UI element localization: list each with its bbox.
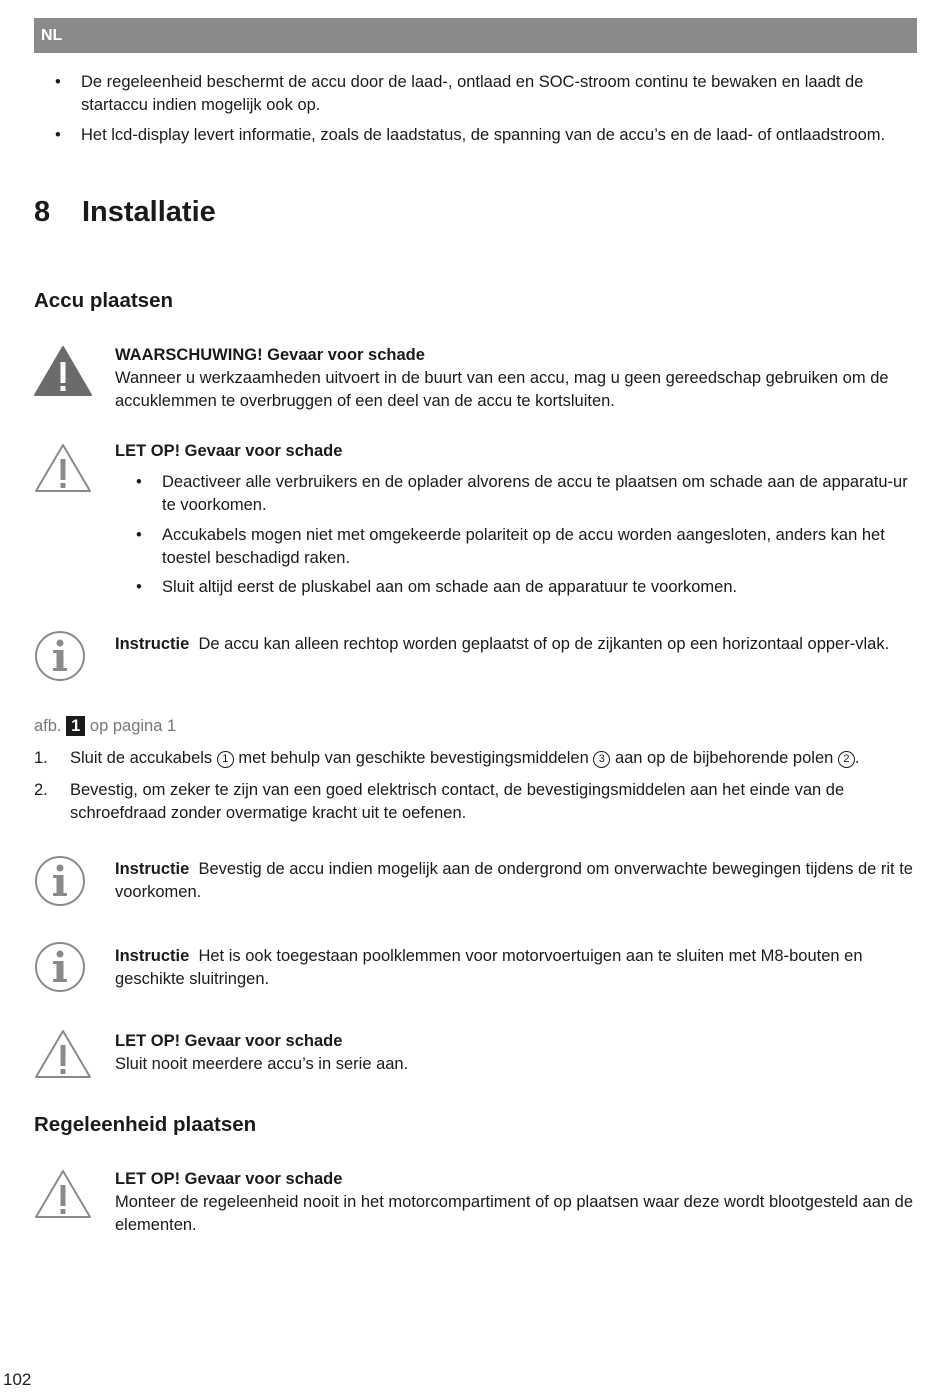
language-code: NL [41,27,63,44]
instruction-notice [115,858,915,904]
caution-text: Sluit nooit meerdere accu’s in serie aan. [115,1055,409,1073]
instruction-text: De accu kan alleen rechtop worden geplaatst of op de zijkanten op een horizontaal opper-vlak. [198,635,890,653]
warning-triangle-icon [33,345,93,397]
instruction-notice [115,945,915,991]
info-icon [34,855,86,907]
chapter-heading [34,196,216,229]
callout-number: 3 [593,751,610,768]
chapter-title: Installatie [82,196,216,228]
instruction-label: Instructie [115,635,190,653]
instruction-notice [115,633,915,656]
warning-text: Wanneer u werkzaamheden uitvoert in de buurt van een accu, mag u geen gereedschap gebruiken om de accuklemmen te overbruggen of een deel van de accu te kortsluiten. [115,369,889,410]
instruction-label: Instructie [115,860,190,878]
callout-number: 2 [838,751,855,768]
instruction-text: Bevestig de accu indien mogelijk aan de ondergrond om onverwachte bewegingen tijdens de rit te voorkomen. [115,860,913,901]
caution-title: LET OP! Gevaar voor schade [115,1170,343,1188]
caution-triangle-icon [33,442,93,494]
caution-notice [115,1168,915,1237]
caution-triangle-icon [33,1028,93,1080]
info-icon [34,630,86,682]
warning-title: WAARSCHUWING! Gevaar voor schade [115,346,425,364]
caution-title: LET OP! Gevaar voor schade [115,1032,343,1050]
instruction-label: Instructie [115,947,190,965]
intro-bullet: • De regeleenheid beschermt de accu door de laad-, ontlaad en SOC-stroom continu te bewaken en laadt de startaccu indien mogelijk ook op. [55,73,864,114]
caution-triangle-icon [33,1168,93,1220]
caution-text: Monteer de regeleenheid nooit in het motorcompartiment of op plaatsen waar deze wordt blootgesteld aan de elementen. [115,1193,914,1234]
intro-bullet: • Het lcd-display levert informatie, zoals de laadstatus, de spanning van de accu’s en de laad- of ontlaadstroom. [55,126,886,144]
step-item: 2. Bevestig, om zeker te zijn van een goed elektrisch contact, de bevestigingsmiddelen aan het einde van de schroefdraad zonder overmatige kracht uit te oefenen. [34,781,845,822]
language-header-bar [34,18,917,53]
figure-reference: afb. 1 op pagina 1 [34,717,177,735]
section-heading-accu: Accu plaatsen [34,289,173,312]
page-number: 102 [3,1370,32,1389]
caution-bullet: • Deactiveer alle verbruikers en de oplader alvorens de accu te plaatsen om schade aan de apparatu-ur te voorkomen. [136,473,908,514]
callout-number: 1 [217,751,234,768]
caution-bullet: • Accukabels mogen niet met omgekeerde polariteit op de accu worden aangesloten, anders kan het toestel beschadigd raken. [136,526,885,567]
caution-bullet: • Sluit altijd eerst de pluskabel aan om schade aan de apparatuur te voorkomen. [136,578,738,596]
figure-number-badge: 1 [66,716,85,736]
caution-notice [115,1030,915,1076]
warning-notice [115,344,915,413]
chapter-number: 8 [34,196,51,228]
info-icon [34,941,86,993]
section-heading-regeleenheid: Regeleenheid plaatsen [34,1113,257,1136]
instruction-text: Het is ook toegestaan poolklemmen voor motorvoertuigen aan te sluiten met M8-bouten en geschikte sluitringen. [115,947,863,988]
step-item: 1. Sluit de accukabels 1 met behulp van geschikte bevestigingsmiddelen 3 aan op de bijbehorende polen 2 . [34,749,860,767]
caution-title: LET OP! Gevaar voor schade [115,442,343,460]
